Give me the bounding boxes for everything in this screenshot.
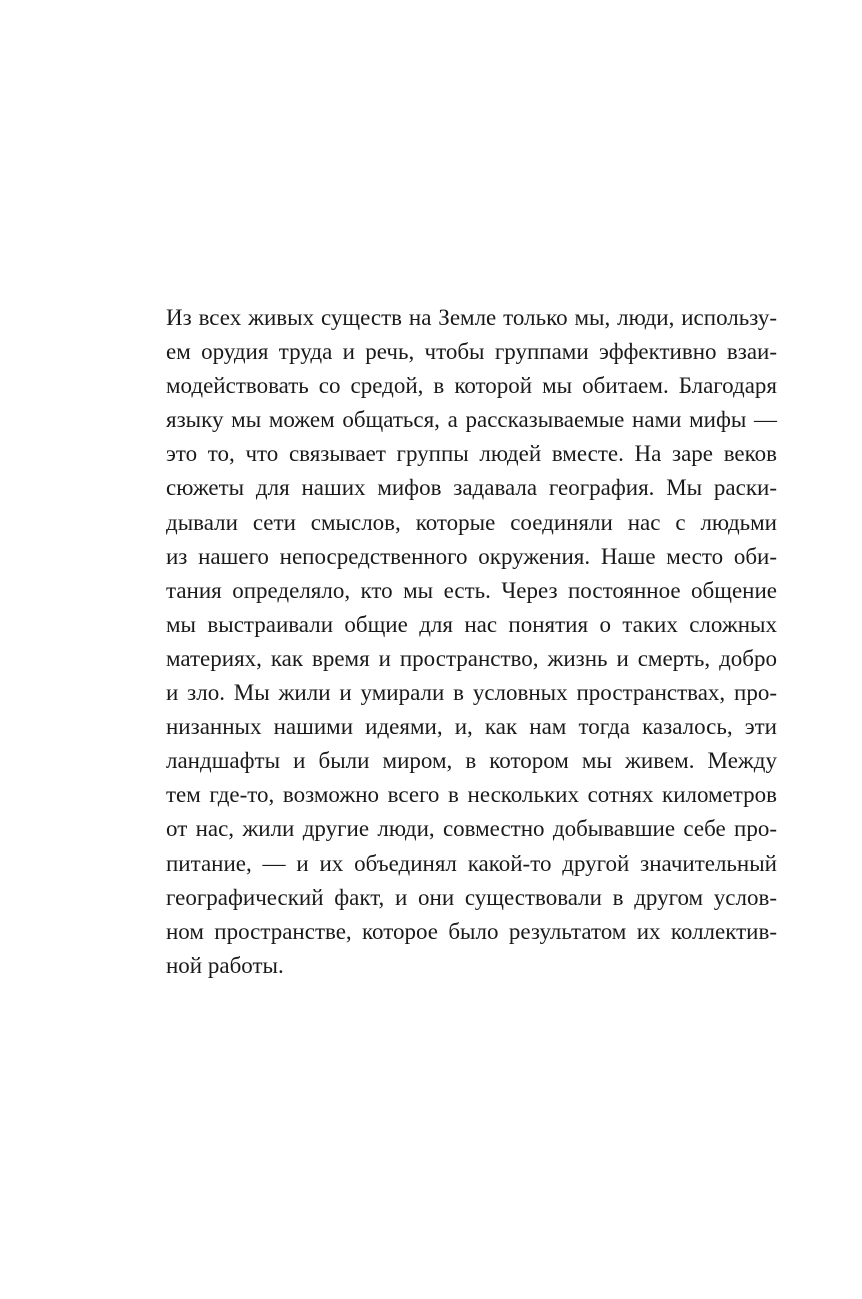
text-line: низанных нашими идеями, и, как нам тогда казалось, эти — [166, 714, 777, 740]
text-line: ной работы. — [166, 952, 284, 978]
text-line: питание, — и их объединял какой-то другой значительный — [166, 850, 777, 876]
text-line: географический факт, и они существовали в другом услов- — [166, 884, 777, 910]
body-paragraph — [166, 301, 777, 983]
text-line: и зло. Мы жили и умирали в условных пространствах, про- — [166, 680, 777, 706]
text-line: материях, как время и пространство, жизнь и смерть, добро — [166, 645, 777, 671]
text-line: языку мы можем общаться, а рассказываемые нами мифы — — [166, 407, 777, 433]
text-line: ландшафты и были миром, в котором мы живем. Между — [166, 748, 777, 774]
text-line: из нашего непосредственного окружения. Наше место оби- — [166, 543, 777, 569]
text-line: сюжеты для наших мифов задавала география. Мы раски- — [166, 475, 777, 501]
text-line: ем орудия труда и речь, чтобы группами эффективно взаи- — [166, 339, 777, 365]
text-line: от нас, жили другие люди, совместно добывавшие себе про- — [166, 816, 777, 842]
text-line: мы выстраивали общие для нас понятия о таких сложных — [166, 611, 777, 637]
text-line: тания определяло, кто мы есть. Через постоянное общение — [166, 577, 777, 603]
text-line: модействовать со средой, в которой мы обитаем. Благодаря — [166, 373, 777, 399]
text-line: тем где-то, возможно всего в нескольких сотнях километров — [166, 782, 777, 808]
text-line: Из всех живых существ на Земле только мы, люди, использу- — [166, 305, 777, 330]
text-line: ном пространстве, которое было результатом их коллектив- — [166, 918, 777, 944]
text-line: это то, что связывает группы людей вместе. На заре веков — [166, 441, 777, 467]
text-line: дывали сети смыслов, которые соединяли нас с людьми — [166, 509, 777, 535]
